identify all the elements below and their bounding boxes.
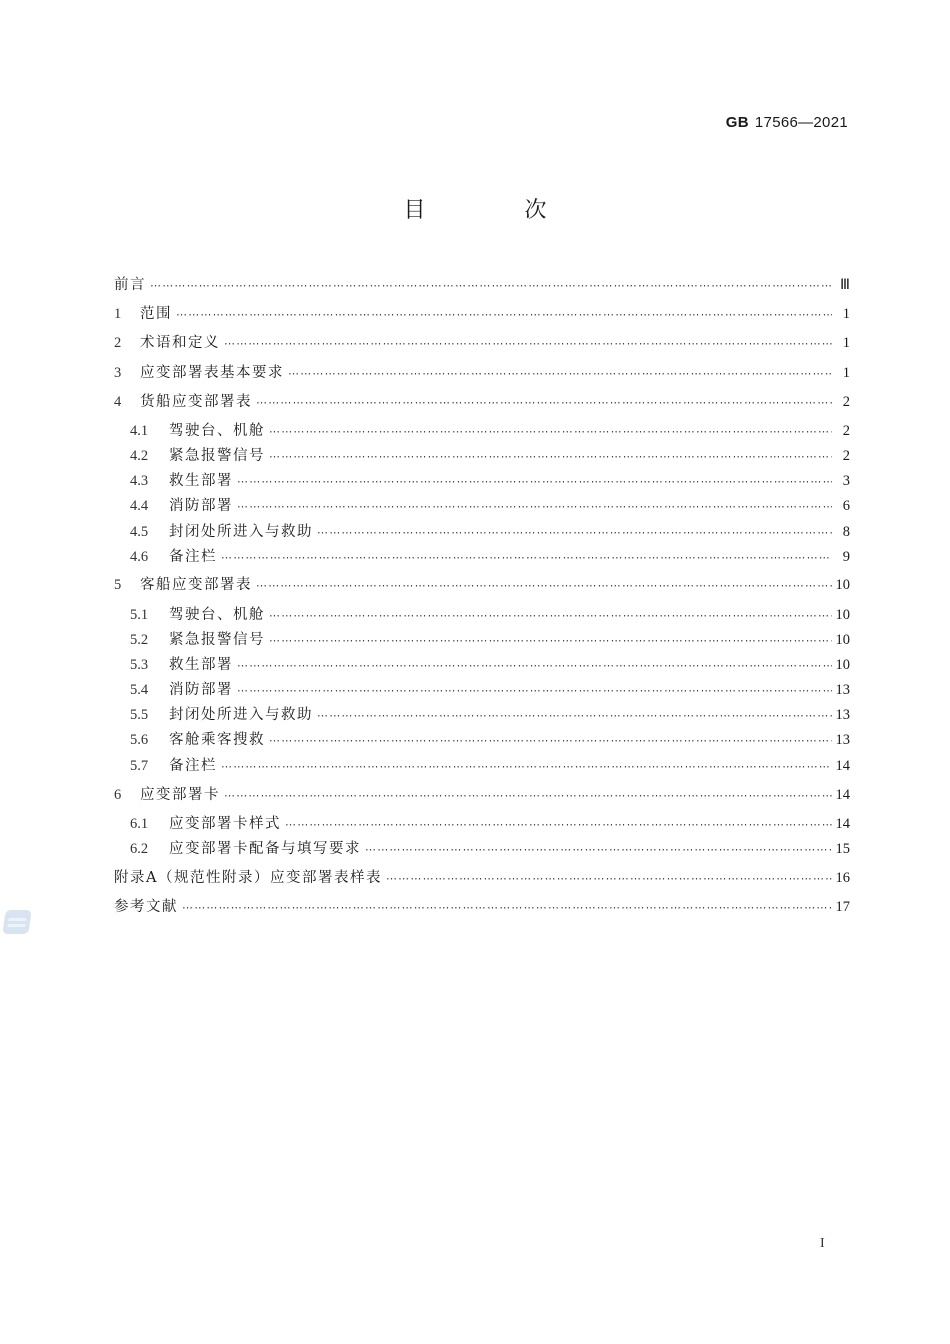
toc-entry-page: 13 [835, 707, 850, 723]
toc-entry-number: 5.7 [130, 758, 149, 774]
toc-entry-page: 6 [842, 498, 850, 514]
toc-entry-number: 4.1 [130, 423, 149, 439]
dot-leader [221, 757, 832, 777]
toc-entry[interactable] [114, 470, 850, 492]
dot-leader [317, 706, 832, 726]
toc-entry-number: 4.5 [130, 524, 149, 540]
dot-leader [285, 815, 832, 835]
toc-entry-number: 5.4 [130, 682, 149, 698]
standard-prefix: GB [725, 114, 749, 131]
toc-entry-number: 4 [114, 394, 122, 410]
dot-leader [365, 840, 832, 860]
toc-entry[interactable] [114, 784, 850, 806]
toc-entry-label: 消防部署 [169, 498, 233, 514]
toc-entry-page: 2 [842, 448, 850, 464]
dot-leader [237, 656, 832, 676]
toc-entry-label: 参考文献 [114, 899, 178, 915]
toc-entry[interactable] [114, 813, 850, 835]
dot-leader [221, 548, 832, 568]
dot-leader [269, 731, 832, 751]
toc-entry-label: 客舱乘客搜救 [169, 732, 265, 748]
toc-entry-number: 5.6 [130, 732, 149, 748]
toc-entry[interactable] [114, 729, 850, 751]
page-folio: I [820, 1236, 825, 1251]
toc-entry-label: 救生部署 [169, 657, 233, 673]
toc-entry-label: 备注栏 [169, 549, 217, 565]
toc-entry[interactable] [114, 867, 850, 889]
toc-entry[interactable] [114, 332, 850, 354]
toc-entry-label: 驾驶台、机舱 [169, 607, 265, 623]
dot-leader [182, 898, 832, 918]
dot-leader [237, 497, 832, 517]
toc-entry-label: 客船应变部署表 [140, 577, 252, 593]
toc-entry-label: 救生部署 [169, 473, 233, 489]
toc-entry-label: 附录A（规范性附录）应变部署表样表 [114, 870, 382, 886]
dot-leader [150, 276, 832, 296]
toc-entry-label: 应变部署卡 [140, 787, 220, 803]
toc-entry-page: 1 [842, 306, 850, 322]
toc-entry-label: 前言 [114, 277, 146, 293]
dot-leader [224, 786, 832, 806]
dot-leader [269, 606, 832, 626]
dot-leader [176, 305, 832, 325]
toc-entry[interactable] [114, 546, 850, 568]
dot-leader [386, 869, 832, 889]
standard-number [726, 114, 848, 131]
toc-entry[interactable] [114, 679, 850, 701]
toc-entry[interactable] [114, 896, 850, 918]
toc-entry-page: 16 [835, 870, 850, 886]
toc-entry[interactable] [114, 604, 850, 626]
toc-entry-label: 消防部署 [169, 682, 233, 698]
toc-entry-page: 10 [835, 577, 850, 593]
toc-entry[interactable] [114, 391, 850, 413]
toc-entry-page: 13 [835, 732, 850, 748]
toc-entry-number: 4.6 [130, 549, 149, 565]
toc-entry-label: 货船应变部署表 [140, 394, 252, 410]
toc-entry-number: 5.1 [130, 607, 149, 623]
toc-entry-number: 5 [114, 577, 122, 593]
dot-leader [224, 334, 832, 354]
toc-entry-page: 10 [835, 657, 850, 673]
dot-leader [269, 447, 832, 467]
toc-entry-number: 5.3 [130, 657, 149, 673]
watermark-logo-icon [2, 910, 31, 934]
toc-entry[interactable] [114, 495, 850, 517]
toc-entry-page: 1 [842, 365, 850, 381]
toc-entry-page: 9 [842, 549, 850, 565]
toc-entry-label: 应变部署卡样式 [169, 816, 281, 832]
toc-entry-page: 10 [835, 632, 850, 648]
toc-entry-page: 13 [835, 682, 850, 698]
toc-entry[interactable] [114, 654, 850, 676]
toc-entry-number: 3 [114, 365, 122, 381]
toc-entry-page: 2 [842, 423, 850, 439]
toc-entry-label: 范围 [140, 306, 172, 322]
toc-entry-number: 5.5 [130, 707, 149, 723]
toc-entry-label: 备注栏 [169, 758, 217, 774]
toc-entry[interactable] [114, 838, 850, 860]
dot-leader [237, 681, 832, 701]
toc-entry-page: 2 [842, 394, 850, 410]
toc-entry-page: 1 [842, 335, 850, 351]
dot-leader [256, 393, 832, 413]
toc-entry-label: 术语和定义 [140, 335, 220, 351]
toc-entry-label: 紧急报警信号 [169, 632, 265, 648]
toc-entry[interactable] [114, 303, 850, 325]
toc-entry-number: 6 [114, 787, 122, 803]
toc-entry-label: 紧急报警信号 [169, 448, 265, 464]
toc-entry[interactable] [114, 521, 850, 543]
toc-entry[interactable] [114, 574, 850, 596]
dot-leader [317, 523, 832, 543]
toc-entry[interactable] [114, 755, 850, 777]
toc-entry[interactable] [114, 362, 850, 384]
toc-entry-number: 4.2 [130, 448, 149, 464]
dot-leader [256, 576, 832, 596]
toc-entry[interactable] [114, 704, 850, 726]
toc-entry[interactable] [114, 420, 850, 442]
toc-entry-page: 15 [835, 841, 850, 857]
dot-leader [269, 631, 832, 651]
toc-entry-label: 驾驶台、机舱 [169, 423, 265, 439]
toc-entry-page: 8 [842, 524, 850, 540]
dot-leader [288, 364, 832, 384]
toc-entry-label: 应变部署卡配备与填写要求 [169, 841, 361, 857]
toc-entry-page: 17 [835, 899, 850, 915]
toc-entry[interactable] [114, 445, 850, 467]
toc-entry-page: 14 [835, 758, 850, 774]
toc-entry[interactable] [114, 629, 850, 651]
toc-entry-number: 4.4 [130, 498, 149, 514]
toc-entry-number: 6.1 [130, 816, 149, 832]
dot-leader [237, 472, 832, 492]
toc-entry-number: 1 [114, 306, 122, 322]
toc-entry-label: 应变部署表基本要求 [140, 365, 284, 381]
toc-entry-number: 2 [114, 335, 122, 351]
toc-entry[interactable] [114, 274, 850, 296]
toc-entry-number: 6.2 [130, 841, 149, 857]
toc-entry-page: 14 [835, 787, 850, 803]
toc-entry-page: Ⅲ [840, 277, 850, 293]
toc-entry-page: 10 [835, 607, 850, 623]
toc-entry-number: 4.3 [130, 473, 149, 489]
toc-entry-number: 5.2 [130, 632, 149, 648]
page-title: 目 次 [403, 198, 593, 223]
toc-entry-label: 封闭处所进入与救助 [169, 524, 313, 540]
toc-entry-page: 3 [842, 473, 850, 489]
toc-entry-page: 14 [835, 816, 850, 832]
standard-code: 17566—2021 [754, 114, 848, 131]
toc-entry-label: 封闭处所进入与救助 [169, 707, 313, 723]
dot-leader [269, 422, 832, 442]
